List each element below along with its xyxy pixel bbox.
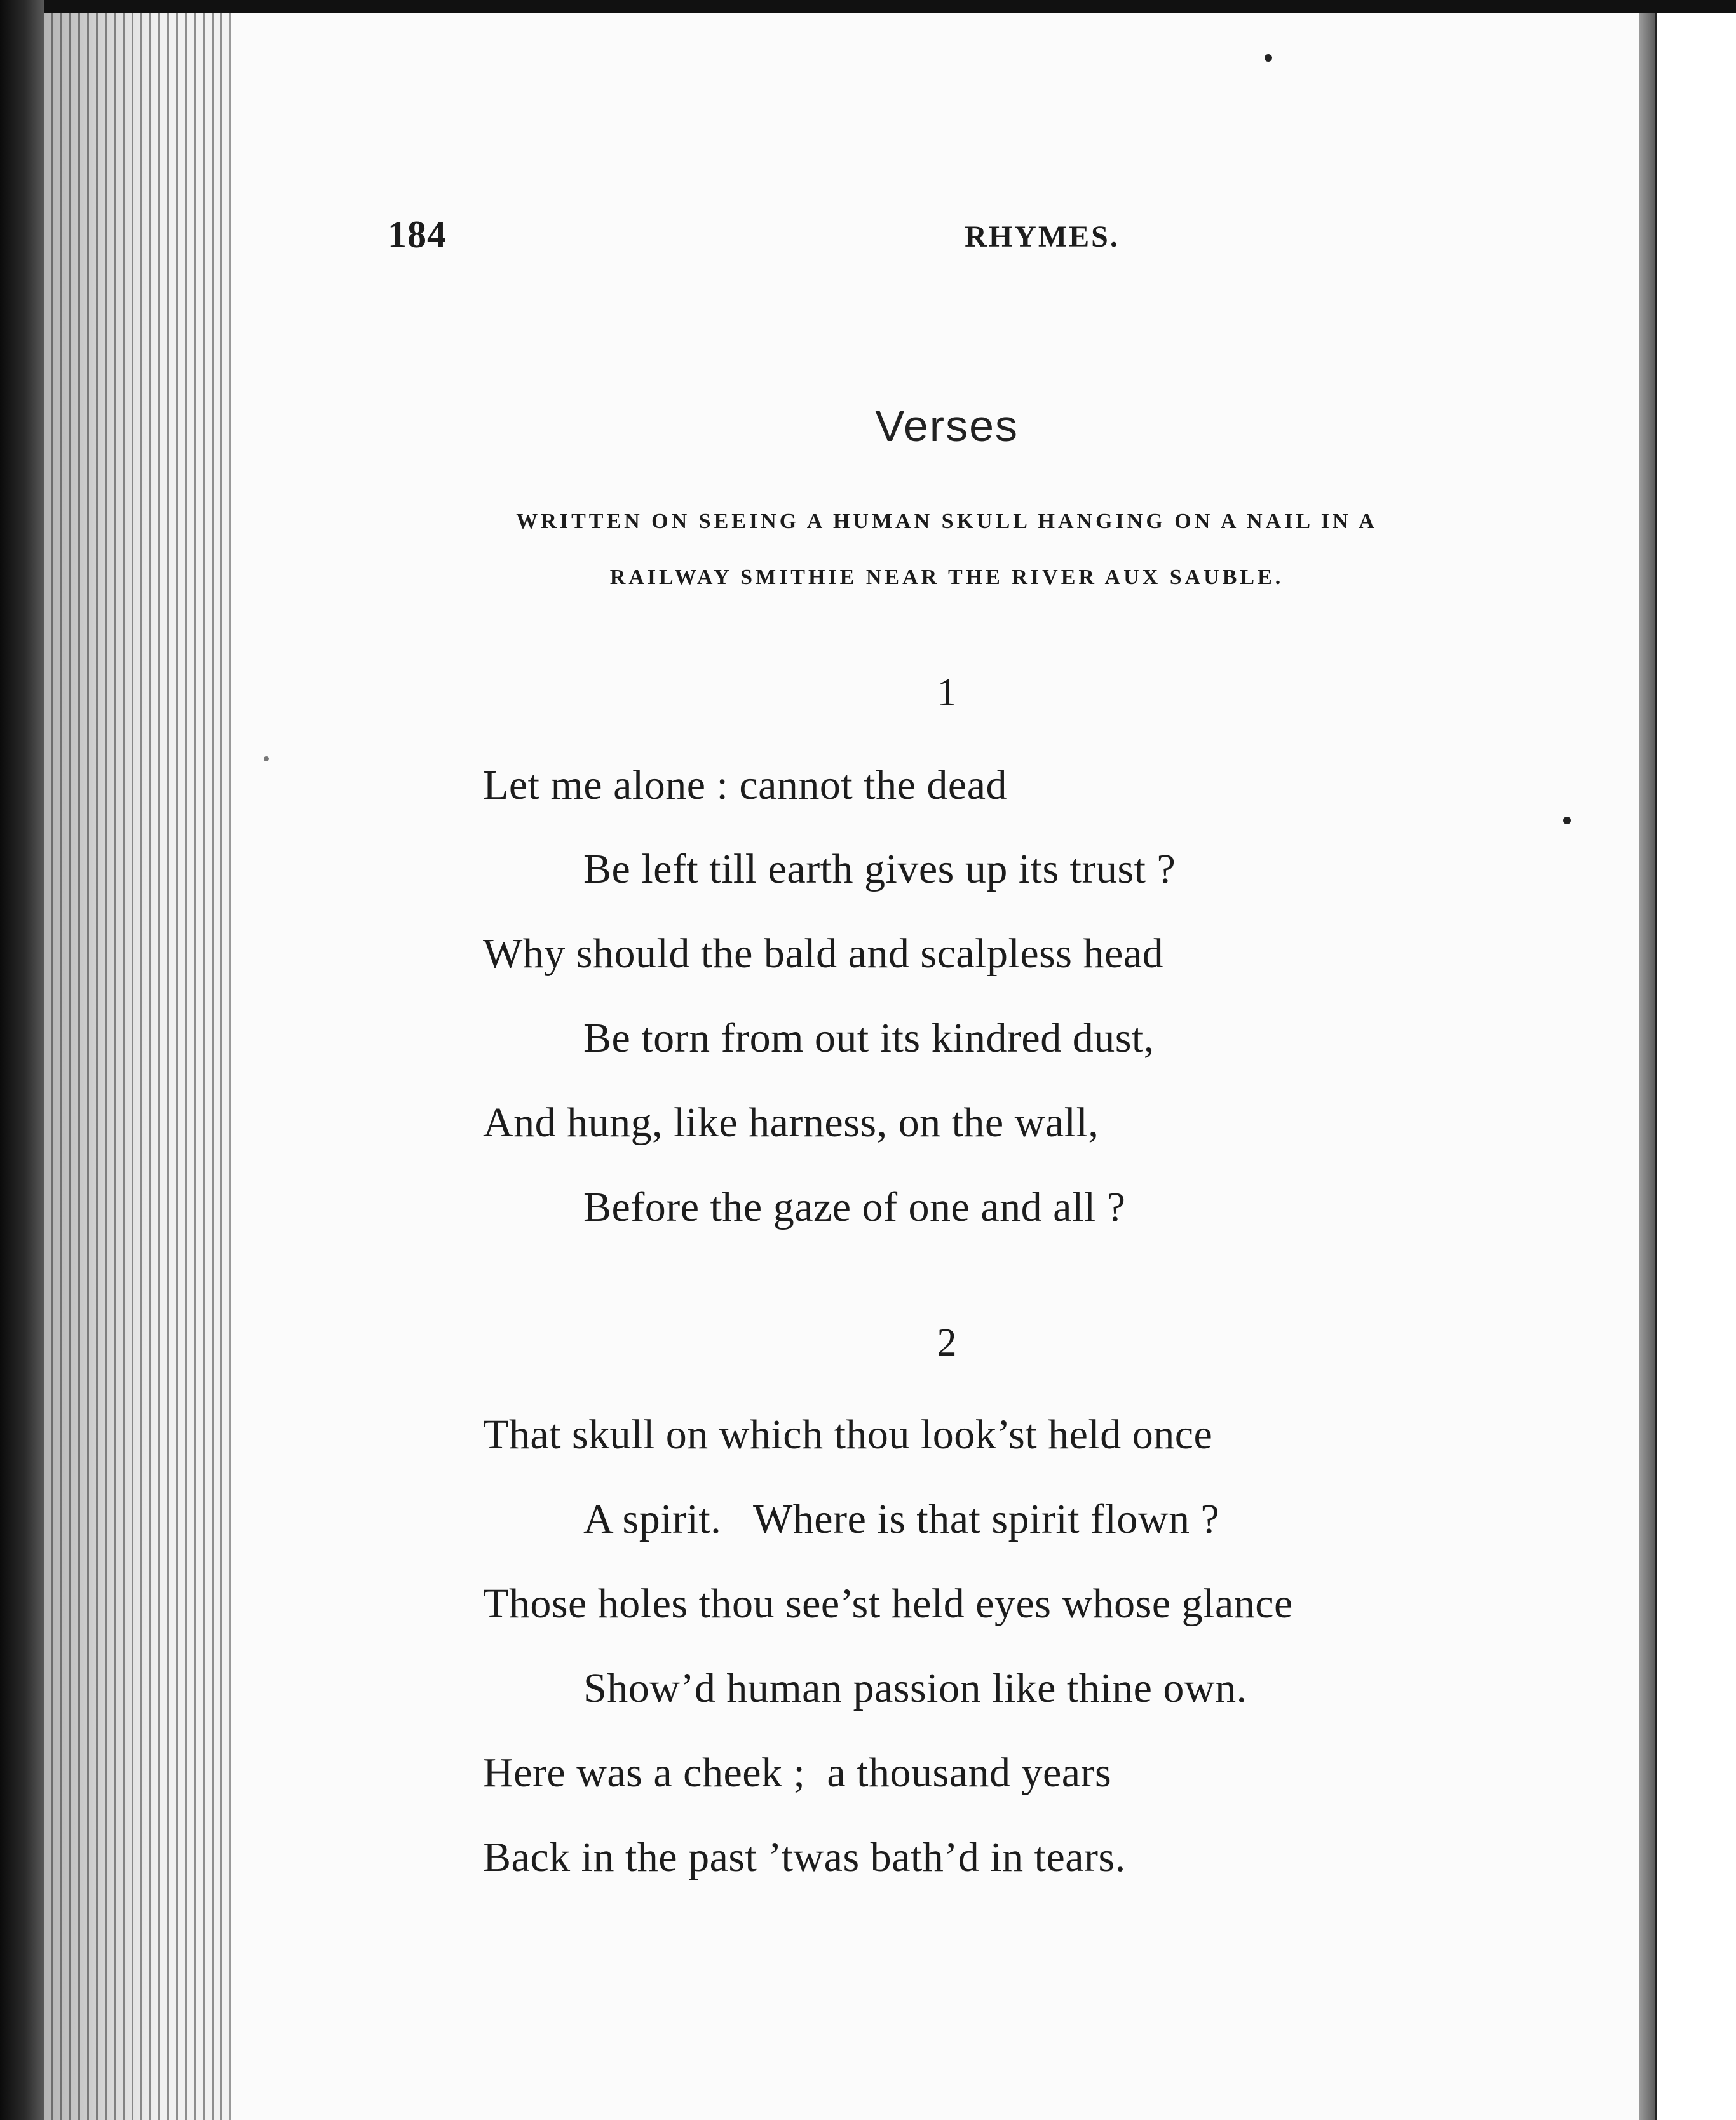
- verse-line: And hung, like harness, on the wall,: [483, 1099, 1099, 1146]
- verse-line: A spirit. Where is that spirit flown ?: [583, 1496, 1220, 1542]
- verse-line: Back in the past ’twas bath’d in tears.: [483, 1834, 1126, 1880]
- poem-subtitle-line: WRITTEN ON SEEING A HUMAN SKULL HANGING ON A NAIL IN A: [516, 510, 1378, 533]
- verse-line: Be torn from out its kindred dust,: [583, 1015, 1155, 1061]
- verse-line: Those holes thou see’st held eyes whose glance: [483, 1580, 1293, 1627]
- verse-line: Show’d human passion like thine own.: [583, 1665, 1247, 1711]
- page-edges-shadow: [44, 13, 235, 2120]
- verse-line: Be left till earth gives up its trust ?: [583, 846, 1176, 892]
- verse-line: That skull on which thou look’st held once: [483, 1411, 1213, 1458]
- scan-speck: [1265, 54, 1272, 62]
- poem-subtitle-line: RAILWAY SMITHIE NEAR THE RIVER AUX SAUBLE.: [609, 566, 1284, 589]
- verse-line: Here was a cheek ; a thousand years: [483, 1750, 1112, 1796]
- book-page: [229, 13, 1639, 2120]
- running-head: [388, 213, 1595, 264]
- page-gutter-shadow: [1639, 13, 1655, 2120]
- scan-speck: [1563, 817, 1571, 824]
- page-number: 184: [388, 214, 447, 255]
- scan-speck: [264, 756, 269, 761]
- running-title: RHYMES.: [965, 220, 1120, 254]
- stanza-number: 1: [937, 671, 957, 714]
- verse-line: Before the gaze of one and all ?: [583, 1184, 1126, 1230]
- verse-line: Let me alone : cannot the dead: [483, 762, 1007, 808]
- stanza-number: 2: [937, 1321, 957, 1364]
- verse-line: Why should the bald and scalpless head: [483, 930, 1164, 977]
- scan-top-border: [0, 0, 1736, 13]
- facing-page-edge: [1655, 13, 1736, 2120]
- poem-title: Verses: [875, 401, 1019, 451]
- book-spine-shadow: [0, 0, 44, 2120]
